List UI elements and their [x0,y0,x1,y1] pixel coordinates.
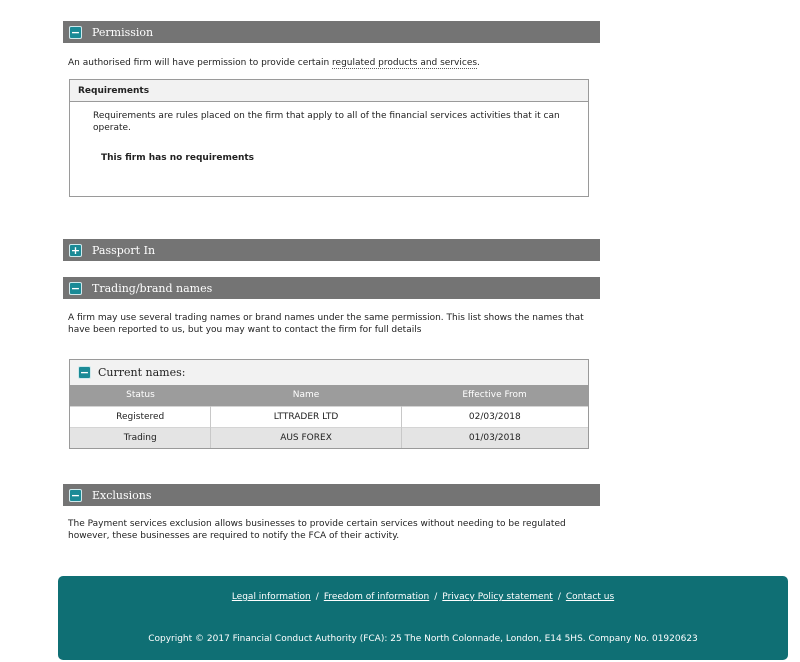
cell-status: Registered [70,406,211,427]
cell-effective-from: 01/03/2018 [401,427,588,448]
requirements-box [69,79,589,197]
requirements-header: Requirements [70,80,588,102]
permission-title: Permission [92,25,154,39]
current-names-header[interactable] [70,360,588,385]
current-names-box [69,359,589,449]
footer [58,576,788,660]
copyright-text: Copyright © 2017 Financial Conduct Authority (FCA): 25 The North Colonnade, London, E14 5HS. Company No. 01920623 [148,634,698,644]
trading-title: Trading/brand names [92,281,213,295]
cell-effective-from: 02/03/2018 [401,406,588,427]
cell-status: Trading [70,427,211,448]
permission-intro-end: . [477,58,480,68]
requirements-description: Requirements are rules placed on the firm that apply to all of the financial services activities that it can operate. [93,111,560,133]
passport-title: Passport In [92,243,156,257]
collapse-icon[interactable]: − [70,488,81,502]
footer-links [58,592,788,602]
cell-name: AUS FOREX [211,427,401,448]
table-row [70,406,588,427]
trading-section-header[interactable] [63,277,600,299]
collapse-icon[interactable]: − [79,366,90,379]
footer-separator: / [434,592,438,602]
freedom-of-information-link[interactable]: Freedom of information [323,592,430,602]
names-table [70,385,588,448]
collapse-icon[interactable]: − [70,25,81,39]
expand-icon[interactable]: + [70,243,81,257]
table-row [70,427,588,448]
column-header-name: Name [211,385,401,406]
permission-intro [68,57,588,69]
permission-section-header[interactable] [63,21,600,43]
passport-section-header[interactable] [63,239,600,261]
permission-intro-text: An authorised firm will have permission to provide certain [68,58,333,68]
no-requirements-text: This firm has no requirements [101,153,255,163]
footer-separator: / [557,592,561,602]
exclusions-title: Exclusions [92,488,152,502]
legal-information-link[interactable]: Legal information [231,592,311,602]
exclusions-section-header[interactable] [63,484,600,506]
current-names-title: Current names: [98,366,186,379]
contact-us-link[interactable]: Contact us [565,592,615,602]
exclusions-description: The Payment services exclusion allows businesses to provide certain services without needing to be regulated however, these businesses are required to notify the FCA of their activity. [68,519,566,541]
column-header-status: Status [70,385,211,406]
cell-name: LTTRADER LTD [211,406,401,427]
trading-description: A firm may use several trading names or brand names under the same permission. This list shows the names that have been reported to us, but you may want to contact the firm for full details [68,313,584,335]
collapse-icon[interactable]: − [70,281,81,295]
footer-separator: / [315,592,319,602]
privacy-policy-link[interactable]: Privacy Policy statement [442,592,553,602]
regulated-products-link[interactable]: regulated products and services [332,58,478,68]
column-header-effective-from: Effective From [401,385,588,406]
